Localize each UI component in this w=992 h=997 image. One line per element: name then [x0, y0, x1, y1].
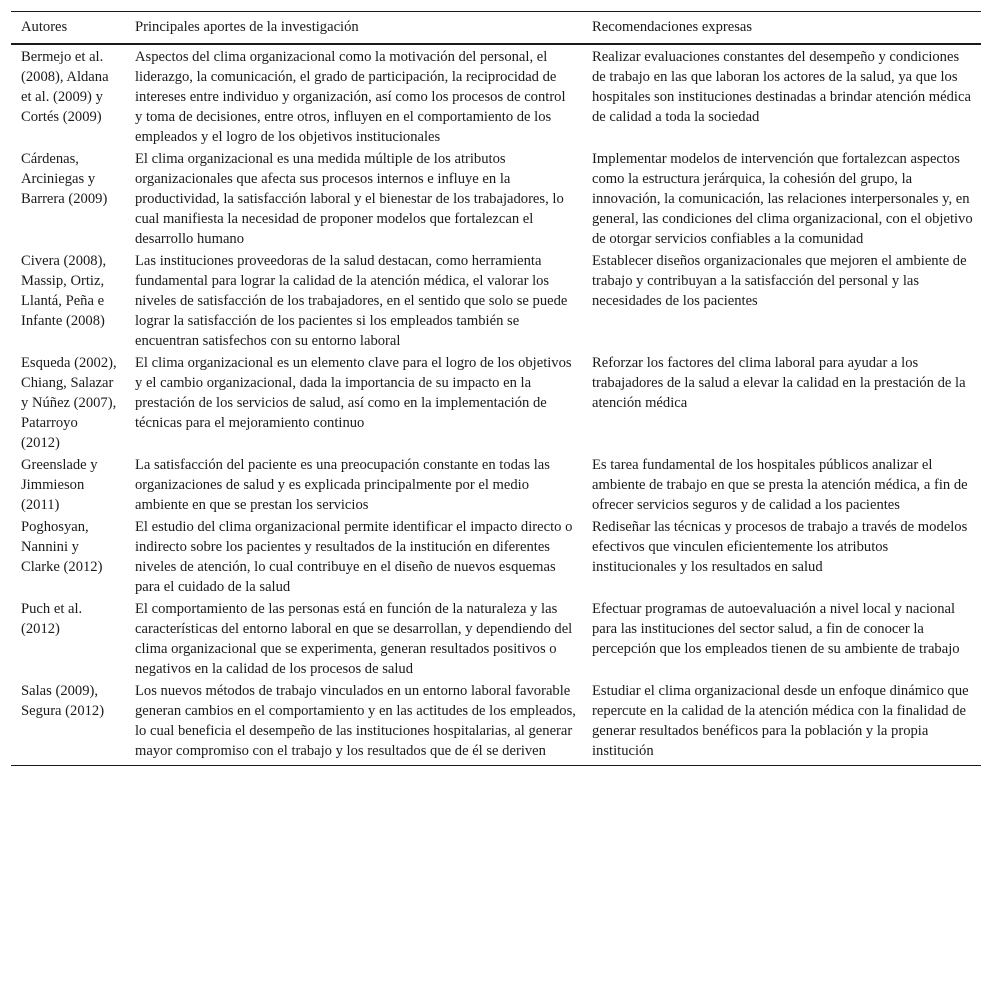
cell-contributions: Los nuevos métodos de trabajo vinculados en un entorno laboral favorable generan cambios en el comportamiento y en las actitudes de los empleados, lo cual beneficia el desempeño de las instituciones hospitalarias, al generar mayor compromiso con el trabajo y los resultados que de él se deriven [135, 683, 576, 759]
cell-recommendations: Rediseñar las técnicas y procesos de trabajo a través de modelos efectivos que vinculen eficientemente los atributos institucionales y los resultados en salud [592, 519, 968, 575]
cell-contributions: El clima organizacional es un elemento clave para el logro de los objetivos y el cambio organizacional, dada la importancia de su impacto en la prestación de los servicios de salud, así como en la implementación de técnicas para el mejoramiento continuo [135, 355, 572, 431]
cell-contributions: Aspectos del clima organizacional como la motivación del personal, el liderazgo, la comunicación, el grado de participación, la reciprocidad de intereses entre individuo y organización, así como los procesos de control y toma de decisiones, entre otros, influyen en el comportamiento de los empleados y el logro de los objetivos institucionales [135, 49, 566, 145]
cell-recommendations: Establecer diseños organizacionales que mejoren el ambiente de trabajo y contribuyan a la satisfacción del personal y las necesidades de los pacientes [592, 253, 967, 309]
cell-contributions: El estudio del clima organizacional permite identificar el impacto directo o indirecto sobre los pacientes y resultados de la institución en diferentes niveles de atención, lo cual contribuye en el diseño de nuevos esquemas para el cuidado de la salud [135, 519, 573, 595]
literature-table-container [11, 11, 981, 766]
table-row [11, 352, 981, 454]
cell-recommendations: Estudiar el clima organizacional desde un enfoque dinámico que repercute en la calidad de la atención médica con la finalidad de generar resultados benéficos para la población y la propia institución [592, 683, 969, 759]
cell-contributions: Las instituciones proveedoras de la salud destacan, como herramienta fundamental para lograr la calidad de la atención médica, el valorar los niveles de satisfacción de los trabajadores, en el sentido que solo se puede lograr la satisfacción de los pacientes si los empleados también se encuentran satisfechos con su entorno laboral [135, 253, 568, 349]
cell-recommendations: Efectuar programas de autoevaluación a nivel local y nacional para las instituciones del sector salud, a fin de conocer la percepción que los empleados tienen de su ambiente de trabajo [592, 601, 960, 657]
cell-contributions: El clima organizacional es una medida múltiple de los atributos organizacionales que afecta sus procesos internos e influye en la productividad, la satisfacción laboral y el bienestar de los trabajadores, lo cual manifiesta la necesidad de proponer modelos que fortalezcan el desarrollo humano [135, 151, 564, 247]
table-row [11, 516, 981, 598]
cell-recommendations: Es tarea fundamental de los hospitales públicos analizar el ambiente de trabajo en que se presta la atención médica, a fin de ofrecer servicios seguros y de calidad a los pacientes [592, 457, 968, 513]
cell-authors: Greenslade y Jimmieson (2011) [21, 457, 98, 513]
table-header [11, 12, 981, 45]
header-row [11, 12, 981, 45]
table-body [11, 44, 981, 766]
table-row [11, 454, 981, 516]
header-recommendations: Recomendaciones expresas [592, 19, 753, 35]
cell-authors: Salas (2009), Segura (2012) [21, 683, 105, 719]
header-contributions: Principales aportes de la investigación [135, 19, 359, 35]
cell-authors: Esqueda (2002), Chiang, Salazar y Núñez (2007), Patarroyo (2012) [21, 355, 117, 451]
cell-contributions: El comportamiento de las personas está en función de la naturaleza y las características del entorno laboral en que se desarrollan, y dependiendo del clima organizacional que se experimenta, generan resultados positivos o negativos en la calidad de los procesos de salud [135, 601, 573, 677]
table-row [11, 44, 981, 148]
table-row [11, 680, 981, 766]
cell-recommendations: Realizar evaluaciones constantes del desempeño y condiciones de trabajo en las que laboran los actores de la salud, ya que los hospitales son instituciones destinadas a brindar atención médica de calidad a toda la sociedad [592, 49, 971, 125]
table-row [11, 148, 981, 250]
cell-authors: Puch et al. (2012) [21, 601, 83, 637]
table-row [11, 598, 981, 680]
literature-review-table [11, 11, 981, 766]
cell-contributions: La satisfacción del paciente es una preocupación constante en todas las organizaciones de salud y es explicada principalmente por el medio ambiente en que se prestan los servicios [135, 457, 550, 513]
table-row [11, 250, 981, 352]
cell-authors: Bermejo et al. (2008), Aldana et al. (2009) y Cortés (2009) [21, 49, 109, 125]
cell-authors: Civera (2008), Massip, Ortiz, Llantá, Peña e Infante (2008) [21, 253, 107, 329]
cell-recommendations: Reforzar los factores del clima laboral para ayudar a los trabajadores de la salud a elevar la calidad en la prestación de la atención médica [592, 355, 966, 411]
cell-recommendations: Implementar modelos de intervención que fortalezcan aspectos como la estructura jerárquica, la cohesión del grupo, la innovación, la comunicación, las relaciones interpersonales y, en general, las condiciones del clima organizacional, con el objetivo de otorgar servicios confiables a la comunidad [592, 151, 973, 247]
cell-authors: Poghosyan, Nannini y Clarke (2012) [21, 519, 103, 575]
header-authors: Autores [21, 19, 68, 35]
cell-authors: Cárdenas, Arciniegas y Barrera (2009) [21, 151, 108, 207]
